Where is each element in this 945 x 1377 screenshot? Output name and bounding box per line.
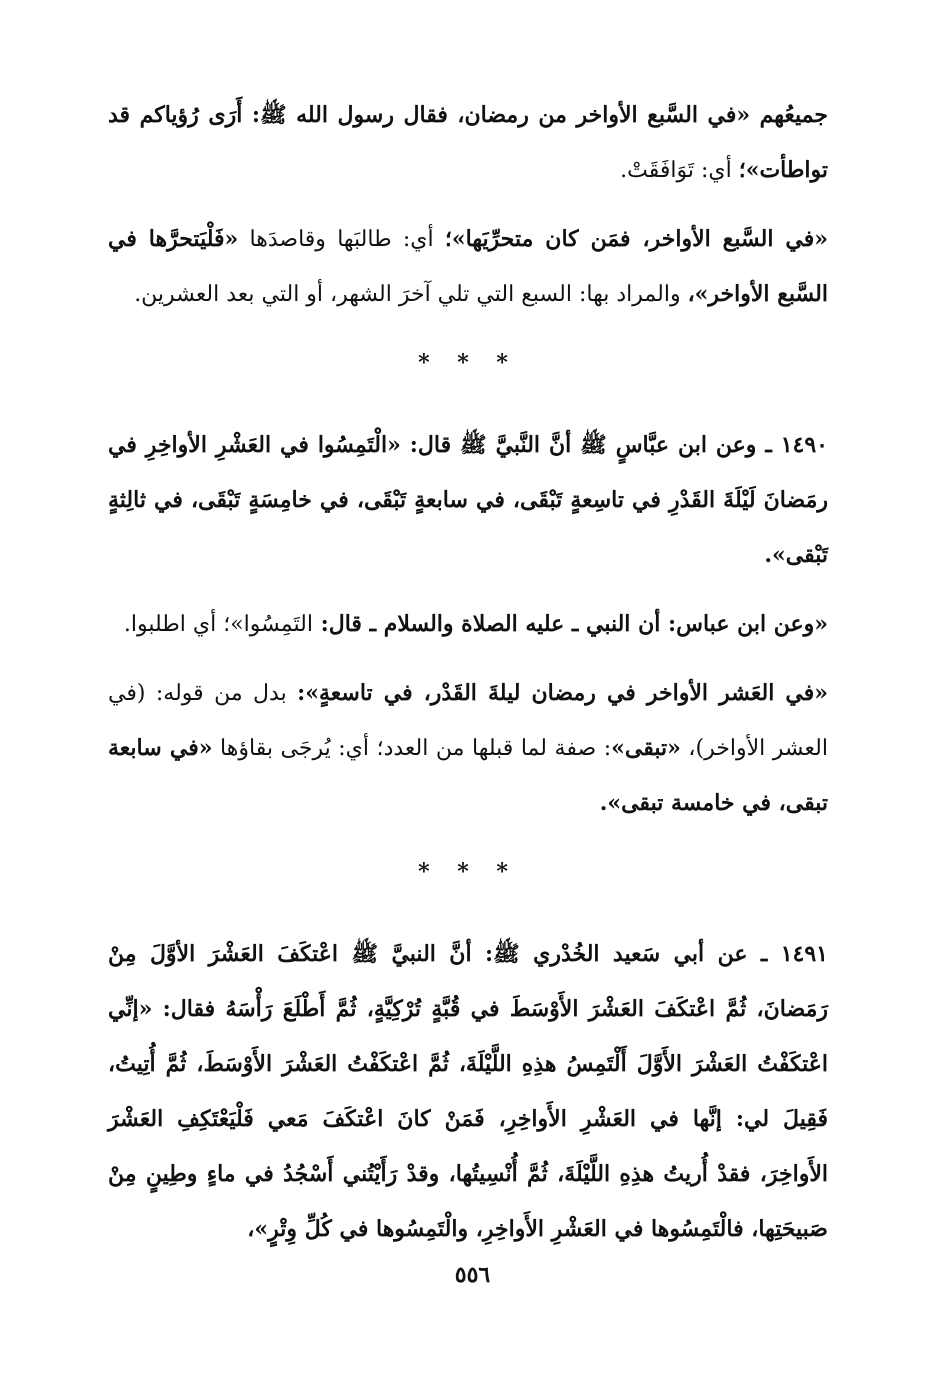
commentary-text: والمراد بها: السبع التي تلي آخرَ الشهر، أو التي بعد العشرين. (134, 282, 688, 307)
hadith-paragraph (108, 418, 828, 583)
commentary-text: أي: تَوَافَقَتْ. (620, 158, 739, 183)
quoted-text: «فَلْيَتحرَّها في السَّبع الأواخر»، (108, 226, 828, 307)
quoted-text: «في السَّبع الأواخر، فمَن كان متحرِّيَها»؛ (444, 226, 828, 252)
section-separator: * * * (418, 350, 518, 376)
section-hadith-1491 (108, 927, 828, 1257)
section-hadith-1490 (108, 418, 828, 831)
commentary-text: التَمِسُوا»؛ أي اطلبوا. (123, 612, 313, 637)
hadith-text: ١٤٩١ ـ عن أبي سَعيد الخُدْري ﷺ: أنَّ النبيَّ ﷺ اعْتكَفَ العَشْرَ الأوَّلَ مِنْ رَمَضانَ، ثُمَّ اعْتكَفَ العَشْرَ الأَوْسَطَ في قُبَّةٍ تُرْكِيَّةٍ، ثُمَّ أَطْلَعَ رَأْسَهُ فقال: «إنِّي اعْتكَفْتُ العَشْرَ الأَوَّلَ أَلْتَمِسُ هذِهِ اللَّيْلَةَ، ثُمَّ اعْتكَفْتُ العَشْرَ الأَوْسَطَ، ثُمَّ أُتِيتُ، فَقِيلَ لي: إنَّها في العَشْرِ الأَواخِرِ، فَمَنْ كانَ اعْتكَفَ مَعي فَلْيَعْتَكِفِ العَشْرَ الأَواخِرَ، فقدْ أُريتُ هذِهِ اللَّيْلَةَ، ثُمَّ أُنْسِيتُها، وقدْ رَأَيْتُني أَسْجُدُ في ماءٍ وطِينٍ مِنْ صَبيحَتِها، فالْتَمِسُوها في العَشْرِ الأَواخِرِ، والْتَمِسُوها في كُلِّ وِتْرٍ»، (108, 941, 828, 1242)
quoted-text: «وعن ابن عباس: أن النبي ـ عليه الصلاة والسلام ـ قال: (312, 611, 828, 637)
hadith-paragraph (108, 927, 828, 1257)
paragraph (108, 597, 828, 652)
commentary-text: : صفة لما قبلها من العدد؛ أي: يُرجَى بقاؤها (212, 736, 612, 761)
page-body (108, 88, 828, 1271)
quoted-text: «في العَشر الأواخر في رمضان ليلةَ القَدْر، في تاسعةٍ»: (297, 680, 829, 706)
quoted-text: جميعُهم «في السَّبع الأواخر من رمضان، فقال رسول الله ﷺ: أَرَى رُؤياكم قد تواطأت»؛ (108, 102, 828, 183)
commentary-text: أي: طالبَها وقاصدَها (238, 227, 445, 252)
hadith-text: ١٤٩٠ ـ وعن ابن عبَّاسٍ ﷺ أنَّ النَّبيَّ ﷺ قال: «الْتَمِسُوا في العَشْرِ الأواخِرِ في رمَضانَ لَيْلَةَ القَدْرِ في تاسِعةٍ تَبْقَى، في سابعةٍ تَبْقَى، في خامِسَةٍ تَبْقَى، في ثالِثةٍ تَبْقى». (108, 432, 829, 568)
section-separator: * * * (418, 859, 518, 885)
section-commentary-top (108, 88, 828, 322)
paragraph (108, 212, 828, 322)
commentary-text: بدل من قوله: (في العشر الأواخر)، (108, 681, 828, 761)
paragraph (108, 88, 828, 198)
page-number: ٥٥٦ (454, 1262, 491, 1288)
quoted-text: «تبقى» (611, 735, 681, 761)
quoted-text: «في سابعة تبقى، في خامسة تبقى». (108, 735, 828, 816)
paragraph (108, 666, 828, 831)
